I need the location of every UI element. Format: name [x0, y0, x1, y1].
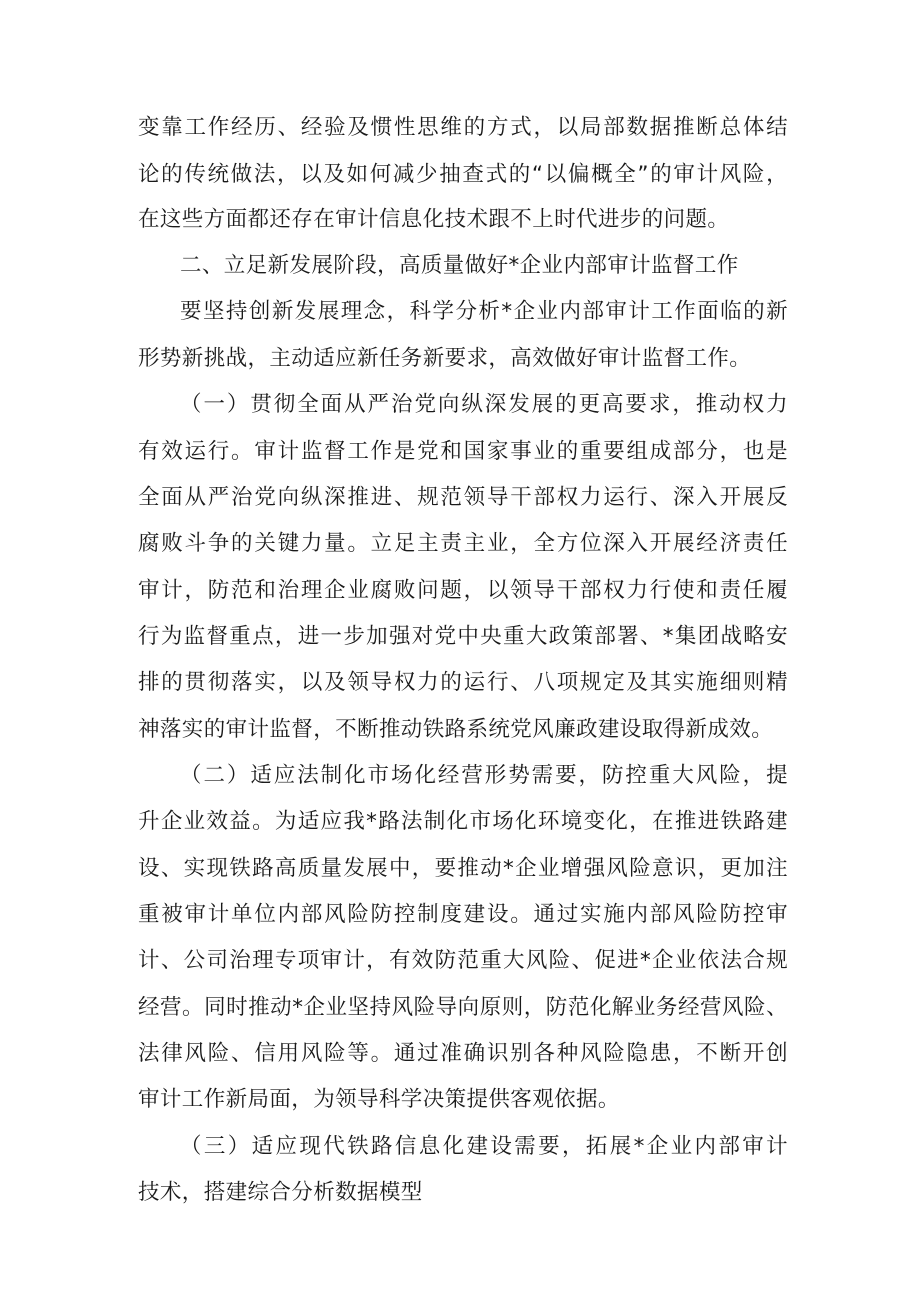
text-line: 形势新挑战，主动适应新任务新要求，高效做好审计监督工作。 — [138, 346, 752, 371]
text-line: 排的贯彻落实，以及领导权力的运行、八项规定及其实施细则精 — [138, 670, 788, 695]
text-line: 重被审计单位内部风险防控制度建设。通过实施内部风险防控审 — [138, 902, 788, 927]
text-line: 法律风险、信用风险等。通过准确识别各种风险隐患，不断开创 — [138, 1041, 788, 1066]
section-heading: 二、立足新发展阶段，高质量做好*企业内部审计监督工作 — [180, 253, 739, 278]
text-line: 计、公司治理专项审计，有效防范重大风险、促进*企业依法合规 — [138, 948, 788, 973]
text-line: 审计，防范和治理企业腐败问题，以领导干部权力行使和责任履 — [138, 578, 788, 603]
subsection-heading: （三）适应现代铁路信息化建设需要，拓展*企业内部审计 — [180, 1134, 788, 1159]
text-line: 在这些方面都还存在审计信息化技术跟不上时代进步的问题。 — [138, 207, 730, 232]
text-line: 行为监督重点，进一步加强对党中央重大政策部署、*集团战略安 — [138, 624, 788, 649]
text-line: 变靠工作经历、经验及惯性思维的方式，以局部数据推断总体结 — [138, 115, 788, 140]
subsection-heading: （一）贯彻全面从严治党向纵深发展的更高要求，推动权力 — [180, 392, 788, 417]
text-line: 神落实的审计监督，不断推动铁路系统党风廉政建设取得新成效。 — [138, 717, 774, 742]
text-line: 技术，搭建综合分析数据模型 — [138, 1180, 423, 1205]
text-line: 经营。同时推动*企业坚持风险导向原则，防范化解业务经营风险、 — [138, 995, 788, 1020]
text-line: 设、实现铁路高质量发展中，要推动*企业增强风险意识，更加注 — [138, 856, 788, 881]
text-line: 全面从严治党向纵深推进、规范领导干部权力运行、深入开展反 — [138, 485, 788, 510]
text-line: 升企业效益。为适应我*路法制化市场化环境变化，在推进铁路建 — [138, 809, 788, 834]
text-line: 腐败斗争的关键力量。立足主责主业，全方位深入开展经济责任 — [138, 531, 788, 556]
text-line: 审计工作新局面，为领导科学决策提供客观依据。 — [138, 1087, 620, 1112]
text-line: 有效运行。审计监督工作是党和国家事业的重要组成部分，也是 — [138, 439, 788, 464]
text-line: 要坚持创新发展理念，科学分析*企业内部审计工作面临的新 — [180, 299, 788, 324]
text-line: 论的传统做法，以及如何减少抽查式的“以偏概全”的审计风险， — [138, 162, 788, 187]
subsection-heading: （二）适应法制化市场化经营形势需要，防控重大风险，提 — [180, 763, 788, 788]
